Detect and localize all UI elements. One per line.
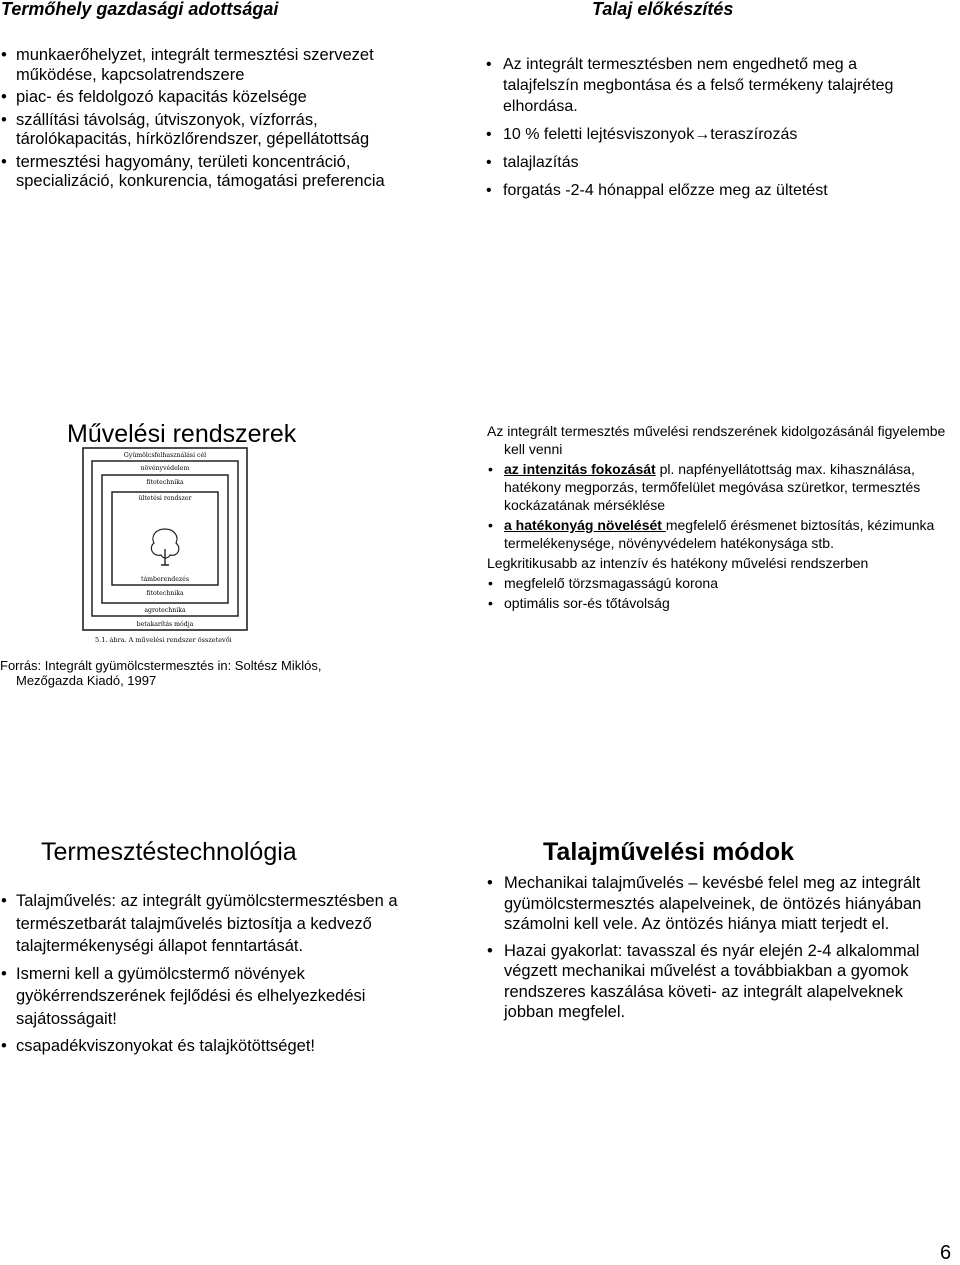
list-item: • forgatás -2-4 hónappal előzze meg az ültetést [503,180,933,201]
page-number: 6 [940,1242,952,1264]
diagram-layer-label: fitotechnika [146,479,184,486]
intro-text: Az integrált termesztés művelési rendszerének kidolgozásánál figyelembe kell venni [487,423,946,457]
list-item: • Az integrált termesztésben nem engedhető meg a talajfelszín megbontása és a felső termékeny talajréteg elhordása. [503,54,933,117]
list-item: • optimális sor-és tőtávolság [504,594,947,612]
nested-system-diagram [75,445,255,645]
list-item: • termesztési hagyomány, területi koncentráció, specializáció, konkurencia, támogatási preferencia [16,153,436,192]
bullet-list [503,54,933,208]
list-item [504,460,947,514]
slide-title: Termőhely gazdasági adottságai [1,0,279,19]
diagram-caption: 5.1. ábra. A művelési rendszer összetevői [95,636,232,644]
bullet-list [16,890,446,1063]
list-item: • piac- és feldolgozó kapacitás közelsége [16,88,436,108]
bullet-list [504,460,947,552]
list-item: • Hazai gyakorlat: tavasszal és nyár elején 2-4 alkalommal végzett mechanikai művelést a továbbiakban a gyomok rendszeres kaszálása követi- az integrált alapelveknek jobban megfelel. [504,941,929,1023]
slide-title: Talaj előkészítés [592,0,734,19]
item-text: megfelelő érésmenet biztosítás, kézimunka termelékenysége, növényvédelem hatékonysága stb. [504,517,935,551]
list-item: • talajlazítás [503,152,933,173]
slide-title: Termesztéstechnológia [41,838,297,866]
item-text: pl. napfényellátottság max. kihasználása, hatékony megporzás, termőfelület megóvása szüretkor, termesztés kockázatának mérséklése [504,461,921,513]
list-item: • megfelelő törzsmagasságú korona [504,574,947,592]
list-item: • Mechanikai talajművelés – kevésbé felel meg az integrált gyümölcstermesztés alapelveinek, de öntözés hiányában számolni kell vele. Az öntözés hiánya miatt terjedt el. [504,873,929,935]
diagram-layer-label: fitotechnika [146,590,184,597]
slide-title: Művelési rendszerek [67,420,297,448]
list-item: • 10 % feletti lejtésviszonyok→teraszírozás [503,124,933,145]
diagram-layer-label: Gyümölcsfelhasználási cél [123,452,207,459]
list-item: • Talajművelés: az integrált gyümölcstermesztésben a természetbarát talajművelés biztosítja a kedvező talajtermékenységi állapot fenntartását. [16,890,446,958]
diagram-layer-label: betakarítás módja [136,621,194,628]
diagram-layer-label: növényvédelem [140,465,190,472]
emphasis-text: a hatékonyág növelését [504,517,666,533]
diagram-layer-label: ültetési rendszer [138,495,192,502]
slide-title: Talajművelési módok [543,838,795,866]
tree-icon [151,529,179,565]
source-line: Mezőgazda Kiadó, 1997 [16,673,157,688]
diagram-layer-label: támberendezés [141,576,189,583]
source-citation [0,658,400,688]
bullet-list [16,46,436,195]
source-line: Forrás: Integrált gyümölcstermesztés in: Soltész Miklós, [0,658,322,673]
diagram-layer-label: agrotechnika [144,607,186,614]
bullet-list [504,574,947,612]
bullet-list [504,873,929,1029]
list-item [504,516,947,552]
slide-muvelesi-szempontok [487,422,947,612]
emphasis-text: az intenzitás fokozását [504,461,656,477]
list-item: • csapadékviszonyokat és talajkötöttséget! [16,1035,446,1058]
diagram-frame-inner [112,492,218,585]
second-intro-text: Legkritikusabb az intenzív és hatékony művelési rendszerben [487,555,869,571]
list-item: • munkaerőhelyzet, integrált termesztési szervezet működése, kapcsolatrendszere [16,46,436,85]
list-item: • szállítási távolság, útviszonyok, vízforrás, tárolókapacitás, hírközlőrendszer, gépellátottság [16,111,436,150]
list-item: • Ismerni kell a gyümölcstermő növények gyökérrendszerének fejlődési és elhelyezkedési sajátosságait! [16,963,446,1031]
